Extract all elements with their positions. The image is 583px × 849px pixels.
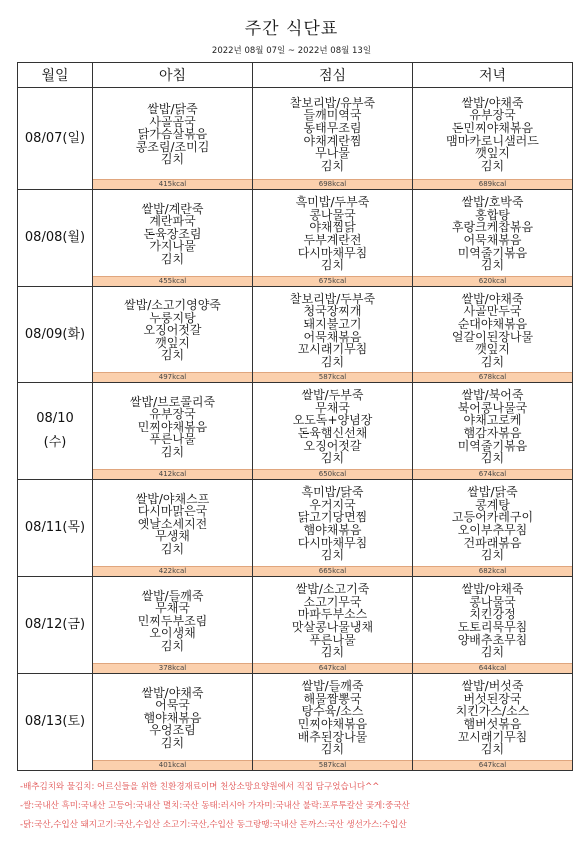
menu-item: 돼지불고기 bbox=[303, 316, 362, 331]
menu-item: 어묵채볶음 bbox=[303, 329, 362, 344]
lunch-items bbox=[253, 194, 412, 272]
breakfast-items bbox=[93, 491, 252, 556]
menu-item: 김치 bbox=[480, 645, 505, 660]
dinner-cell bbox=[413, 577, 573, 674]
date-text: 08/11(목) bbox=[24, 520, 86, 535]
menu-item: 김치 bbox=[320, 451, 345, 466]
menu-item: 꼬시래기무침 bbox=[297, 342, 368, 357]
menu-item: 김치 bbox=[480, 742, 505, 757]
menu-item: 어묵채볶음 bbox=[463, 233, 522, 247]
menu-item: 김치 bbox=[160, 152, 185, 167]
menu-item: 가지나물 bbox=[149, 239, 196, 254]
menu-item: 민찌두부조림 bbox=[137, 613, 208, 628]
menu-item: 버섯된장국 bbox=[463, 691, 522, 706]
menu-item: 쌀밥/닭죽 bbox=[467, 485, 518, 500]
dinner-items bbox=[413, 387, 572, 465]
kcal-label: 412kcal bbox=[93, 469, 252, 479]
day-date bbox=[18, 190, 93, 287]
menu-item: 무나물 bbox=[315, 146, 350, 161]
menu-item: 어묵국 bbox=[155, 698, 190, 713]
kcal-label: 650kcal bbox=[253, 469, 412, 479]
menu-item: 민찌야채볶음 bbox=[137, 419, 208, 434]
date-text: 08/12(금) bbox=[24, 617, 86, 632]
menu-item: 홍합탕 bbox=[475, 207, 510, 222]
note-line: -배추김치와 물김치: 어르신들을 위한 친환경재료이며 천상소망요양원에서 직접 담구었습니다^^ bbox=[20, 782, 380, 792]
menu-item: 김치 bbox=[480, 451, 505, 466]
menu-item: 미역줄기볶음 bbox=[457, 438, 528, 453]
menu-table bbox=[17, 62, 573, 771]
dinner-cell bbox=[413, 674, 573, 771]
menu-item: 야채계란찜 bbox=[303, 133, 362, 148]
breakfast-items bbox=[93, 394, 252, 459]
menu-item: 콩조림/조미김 bbox=[135, 139, 210, 154]
menu-item: 다시마채무침 bbox=[297, 535, 368, 550]
breakfast-cell bbox=[93, 190, 253, 287]
menu-item: 돈육햄신선채 bbox=[297, 426, 368, 440]
menu-item: 치킨강정 bbox=[469, 607, 516, 622]
breakfast-cell bbox=[93, 480, 253, 577]
note-line: -쌀:국내산 흑미:국내산 고등어:국내산 멸치:국산 동태:러시아 가자미:국내산 불락:포루투칼산 곶게:중국산 bbox=[20, 801, 410, 811]
dinner-cell bbox=[413, 287, 573, 383]
kcal-label: 665kcal bbox=[253, 566, 412, 576]
kcal-label: 689kcal bbox=[413, 179, 572, 189]
breakfast-items bbox=[93, 201, 252, 266]
menu-item: 쌀밥/계란죽 bbox=[141, 201, 204, 216]
kcal-label: 647kcal bbox=[413, 760, 572, 770]
menu-item: 민찌야채볶음 bbox=[297, 717, 368, 731]
lunch-items bbox=[253, 291, 412, 369]
date-text: 08/13(토) bbox=[24, 714, 86, 729]
day-date bbox=[18, 674, 93, 771]
menu-item: 콩나물국 bbox=[309, 207, 356, 222]
menu-item: 쌀밥/두부죽 bbox=[301, 388, 364, 403]
menu-item: 오이생채 bbox=[149, 626, 196, 641]
breakfast-cell bbox=[93, 674, 253, 771]
breakfast-items bbox=[93, 588, 252, 653]
kcal-label: 644kcal bbox=[413, 663, 572, 673]
menu-item: 김치 bbox=[160, 348, 185, 363]
menu-item: 김치 bbox=[480, 258, 505, 273]
menu-item: 오징어젓갈 bbox=[143, 323, 202, 338]
dinner-items bbox=[413, 95, 572, 173]
lunch-items bbox=[253, 678, 412, 756]
header-dinner: 저녁 bbox=[413, 63, 573, 88]
date-text: 08/10 bbox=[36, 411, 74, 426]
menu-item: 김치 bbox=[320, 158, 345, 173]
menu-item: 찰보리밥/두부죽 bbox=[289, 291, 376, 306]
date-text: 08/08(월) bbox=[24, 230, 86, 245]
menu-item: 무생채 bbox=[155, 529, 190, 544]
lunch-cell bbox=[253, 190, 413, 287]
date-text: 08/09(화) bbox=[24, 326, 86, 342]
menu-item: 우거지국 bbox=[309, 497, 356, 512]
menu-item: 유부장국 bbox=[469, 108, 516, 123]
kcal-label: 422kcal bbox=[93, 566, 252, 576]
breakfast-items bbox=[93, 685, 252, 750]
dinner-items bbox=[413, 194, 572, 272]
lunch-cell bbox=[253, 383, 413, 480]
menu-item: 옛날소세지전 bbox=[137, 516, 208, 531]
menu-item: 쌀밥/야채죽 bbox=[461, 582, 524, 597]
header-day: 월일 bbox=[18, 63, 93, 88]
menu-item: 쌀밥/호박죽 bbox=[461, 195, 524, 210]
menu-item: 소고기무국 bbox=[303, 594, 362, 609]
kcal-label: 455kcal bbox=[93, 276, 252, 286]
menu-item: 북어콩나물국 bbox=[457, 400, 528, 415]
menu-item: 미역줄기볶음 bbox=[457, 245, 528, 260]
lunch-cell bbox=[253, 674, 413, 771]
menu-item: 김치 bbox=[160, 638, 185, 653]
menu-item: 우엉조림 bbox=[149, 723, 196, 738]
day-date bbox=[18, 577, 93, 674]
menu-item: 닭가슴살볶음 bbox=[137, 127, 208, 142]
menu-item: 찰보리밥/유부죽 bbox=[289, 95, 376, 110]
menu-item: 쌀밥/소고기죽 bbox=[295, 582, 370, 597]
menu-item: 쌀밥/야채죽 bbox=[461, 95, 524, 110]
menu-item: 고등어카레구이 bbox=[451, 510, 534, 525]
menu-body bbox=[18, 88, 573, 771]
menu-item: 후랑크케찹볶음 bbox=[451, 220, 534, 235]
menu-item: 김치 bbox=[160, 444, 185, 459]
menu-item: 햄야채볶음 bbox=[303, 523, 362, 537]
header-breakfast: 아침 bbox=[93, 63, 253, 88]
day-row bbox=[18, 674, 573, 771]
menu-item: 김치 bbox=[480, 548, 505, 563]
menu-item: 오징어젓갈 bbox=[303, 438, 362, 453]
dinner-items bbox=[413, 484, 572, 562]
menu-item: 햄감자볶음 bbox=[463, 426, 522, 440]
date-range: 2022년 08월 07일 ~ 2022년 08월 13일 bbox=[211, 46, 372, 56]
menu-item: 김치 bbox=[320, 645, 345, 660]
menu-item: 김치 bbox=[480, 158, 505, 173]
menu-item: 쌀밥/버섯죽 bbox=[461, 679, 524, 694]
kcal-label: 620kcal bbox=[413, 276, 572, 286]
breakfast-cell bbox=[93, 383, 253, 480]
dinner-items bbox=[413, 581, 572, 659]
menu-item: 순대야채볶음 bbox=[457, 316, 528, 331]
lunch-items bbox=[253, 484, 412, 562]
menu-item: 다시마맑은국 bbox=[137, 504, 208, 519]
kcal-label: 415kcal bbox=[93, 179, 252, 189]
day-date bbox=[18, 287, 93, 383]
header-lunch: 점심 bbox=[253, 63, 413, 88]
page-title: 주간 식단표 bbox=[244, 19, 339, 39]
menu-item: 깻잎지 bbox=[475, 342, 510, 357]
dinner-cell bbox=[413, 480, 573, 577]
lunch-items bbox=[253, 95, 412, 173]
menu-item: 쌀밥/소고기영양죽 bbox=[124, 298, 221, 313]
lunch-cell bbox=[253, 287, 413, 383]
menu-item: 김치 bbox=[160, 541, 185, 556]
menu-item: 김치 bbox=[320, 548, 345, 563]
menu-item: 쌀밥/야채죽 bbox=[141, 685, 204, 700]
day-date bbox=[18, 480, 93, 577]
menu-item: 사골곰국 bbox=[149, 114, 196, 129]
menu-item: 쌀밥/들깨죽 bbox=[141, 588, 204, 603]
day-row bbox=[18, 480, 573, 577]
day-row bbox=[18, 287, 573, 383]
breakfast-items bbox=[93, 101, 252, 166]
breakfast-items bbox=[93, 297, 252, 362]
menu-item: 푸른나물 bbox=[309, 632, 356, 647]
menu-item: 푸른나물 bbox=[149, 432, 196, 447]
menu-item: 돈민찌야채볶음 bbox=[451, 120, 534, 135]
breakfast-cell bbox=[93, 577, 253, 674]
menu-item: 배추된장나물 bbox=[297, 729, 368, 744]
menu-item: 햄야채볶음 bbox=[143, 710, 202, 725]
lunch-cell bbox=[253, 480, 413, 577]
menu-item: 무채국 bbox=[315, 400, 350, 415]
menu-item: 쌀밥/야채죽 bbox=[461, 291, 524, 306]
dinner-cell bbox=[413, 88, 573, 190]
menu-item: 오도독+양념장 bbox=[292, 413, 373, 428]
menu-item: 야채고로케 bbox=[463, 413, 522, 428]
header-row bbox=[18, 63, 573, 88]
dinner-items bbox=[413, 678, 572, 756]
note-line: -닭:국산,수입산 돼지고기:국산,수입산 소고기:국산,수입산 동그랑땡:국내산 돈까스:국산 생선가스:수입산 bbox=[20, 820, 407, 830]
menu-item: 흑미밥/닭죽 bbox=[301, 485, 364, 500]
menu-item: 사골만두국 bbox=[463, 304, 522, 319]
menu-item: 쌀밥/야채스프 bbox=[135, 491, 210, 506]
menu-item: 건파래볶음 bbox=[463, 535, 522, 550]
menu-item: 들깨미역국 bbox=[303, 108, 362, 123]
menu-item: 청국장찌개 bbox=[303, 304, 362, 319]
menu-item: 김치 bbox=[160, 735, 185, 750]
menu-item: 돈육장조림 bbox=[143, 226, 202, 241]
day-row bbox=[18, 577, 573, 674]
menu-item: 맛살콩나물냉채 bbox=[291, 620, 374, 634]
menu-item: 콩나물국 bbox=[469, 594, 516, 609]
menu-item: 오이부추무침 bbox=[457, 523, 528, 537]
menu-item: 깻잎지 bbox=[155, 335, 190, 350]
kcal-label: 587kcal bbox=[253, 372, 412, 382]
kcal-label: 678kcal bbox=[413, 372, 572, 382]
menu-item: 김치 bbox=[320, 742, 345, 757]
weekday-text: (수) bbox=[43, 435, 67, 450]
menu-item: 김치 bbox=[160, 251, 185, 266]
lunch-cell bbox=[253, 577, 413, 674]
day-date bbox=[18, 88, 93, 190]
menu-item: 누룽지탕 bbox=[149, 310, 196, 325]
menu-item: 해물짬뽕국 bbox=[303, 691, 362, 706]
kcal-label: 378kcal bbox=[93, 663, 252, 673]
menu-item: 치킨가스/소스 bbox=[455, 704, 530, 719]
kcal-label: 682kcal bbox=[413, 566, 572, 576]
menu-item: 맴마카로니샐러드 bbox=[446, 133, 539, 148]
menu-item: 유부장국 bbox=[149, 407, 196, 422]
menu-item: 꼬시래기무침 bbox=[457, 729, 528, 744]
kcal-label: 587kcal bbox=[253, 760, 412, 770]
menu-item: 도토리묵무침 bbox=[457, 620, 528, 634]
menu-item: 계란파국 bbox=[149, 214, 196, 229]
lunch-cell bbox=[253, 88, 413, 190]
day-row bbox=[18, 190, 573, 287]
kcal-label: 401kcal bbox=[93, 760, 252, 770]
menu-item: 동태무조림 bbox=[303, 120, 362, 135]
breakfast-cell bbox=[93, 88, 253, 190]
menu-item: 다시마채무침 bbox=[297, 245, 368, 260]
day-row bbox=[18, 88, 573, 190]
menu-item: 쌀밥/들깨죽 bbox=[301, 679, 364, 694]
menu-item: 흑미밥/두부죽 bbox=[295, 195, 370, 210]
kcal-label: 675kcal bbox=[253, 276, 412, 286]
dinner-cell bbox=[413, 190, 573, 287]
menu-item: 닭고기당면찜 bbox=[297, 510, 368, 525]
menu-item: 양배추초무침 bbox=[457, 632, 528, 647]
menu-item: 쌀밥/브로콜리죽 bbox=[129, 394, 216, 409]
menu-item: 두부계란전 bbox=[303, 233, 362, 247]
menu-item: 쌀밥/북어죽 bbox=[461, 388, 524, 403]
kcal-label: 647kcal bbox=[253, 663, 412, 673]
menu-item: 탕수육/소스 bbox=[301, 704, 364, 719]
kcal-label: 497kcal bbox=[93, 372, 252, 382]
menu-item: 쌀밥/닭죽 bbox=[147, 102, 198, 117]
lunch-items bbox=[253, 387, 412, 465]
menu-item: 콩계탕 bbox=[475, 497, 510, 512]
menu-item: 얼갈이된장나물 bbox=[451, 329, 534, 344]
menu-item: 깻잎지 bbox=[475, 146, 510, 161]
breakfast-cell bbox=[93, 287, 253, 383]
dinner-items bbox=[413, 291, 572, 369]
menu-item: 김치 bbox=[320, 258, 345, 273]
notes bbox=[20, 778, 570, 835]
day-row bbox=[18, 383, 573, 480]
kcal-label: 698kcal bbox=[253, 179, 412, 189]
date-text: 08/07(일) bbox=[24, 130, 86, 146]
menu-item: 김치 bbox=[480, 354, 505, 369]
menu-item: 무채국 bbox=[155, 601, 190, 616]
menu-item: 야채찜닭 bbox=[309, 220, 356, 235]
menu-item: 햄버섯볶음 bbox=[463, 717, 522, 731]
menu-item: 김치 bbox=[320, 354, 345, 369]
menu-item: 마파두부소스 bbox=[297, 607, 368, 622]
day-date bbox=[18, 383, 93, 480]
kcal-label: 674kcal bbox=[413, 469, 572, 479]
dinner-cell bbox=[413, 383, 573, 480]
lunch-items bbox=[253, 581, 412, 659]
